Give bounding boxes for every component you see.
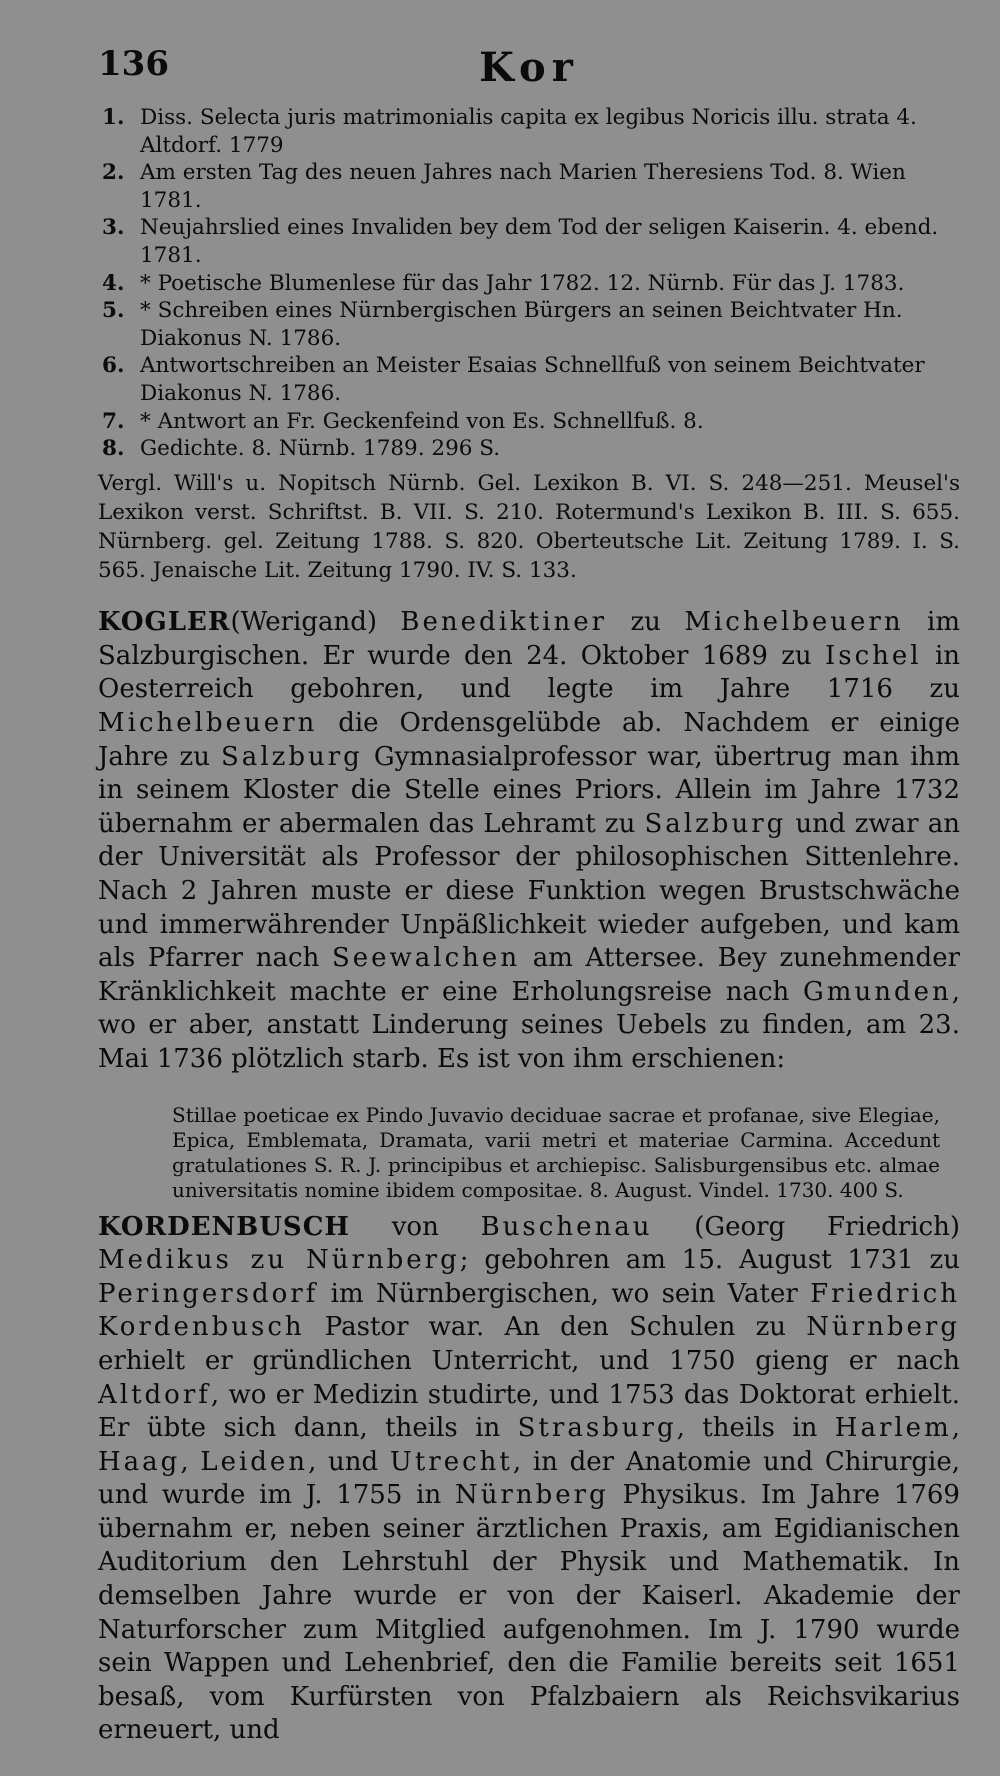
entry-spaced: Peringersdorf: [98, 1278, 319, 1309]
item-number: 8.: [102, 436, 125, 462]
entry-text: , theils in: [676, 1413, 835, 1444]
entry-text: (Werigand): [230, 607, 401, 638]
entry-spaced: Buschenau: [480, 1211, 653, 1242]
item-text: Neujahrslied eines Invaliden bey dem Tod der seligen Kaiserin. 4. ebend. 1781.: [140, 215, 939, 268]
entry-text: am Attersee. Bey zunehmender Kränklichkeit machte er eine Erholungsreise nach: [98, 943, 961, 1007]
entry-text: , wo er aber, anstatt Linderung seines Uebels zu finden, am 23. Mai 1736 plötzlich starb. Es ist von ihm erschienen:: [98, 976, 960, 1074]
entry-text: Gymnasialprofessor war, übertrug man ihm in seinem Kloster die Stelle eines Priors. Allein im Jahre 1732 übernahm er abermalen das Lehramt zu: [98, 741, 960, 839]
entry-spaced: Friedrich Kordenbusch: [98, 1278, 960, 1343]
list-item: [98, 104, 960, 159]
entry-spaced: Salzburg: [644, 808, 787, 839]
page-number: 136: [98, 44, 169, 84]
list-item: [98, 297, 960, 352]
entry-text: ,: [180, 1446, 201, 1477]
item-number: 1.: [102, 105, 125, 130]
item-text: Am ersten Tag des neuen Jahres nach Marien Theresiens Tod. 8. Wien 1781.: [140, 160, 906, 213]
entry-kogler: [98, 606, 960, 1076]
item-number: 2.: [102, 160, 125, 186]
entry-spaced: Medikus zu Nürnberg: [98, 1245, 460, 1276]
entry-spaced: Harlem: [834, 1413, 952, 1444]
references: Vergl. Will's u. Nopitsch Nürnb. Gel. Lexikon B. VI. S. 248—251. Meusel's Lexikon verst. Schriftst. B. VII. S. 210. Rotermund's Lexikon B. III. S. 655. Nürnberg. gel. Zeitung 1788. S. 820. Oberteutsche Lit. Zeitung 1789. I. S. 565. Jenaische Lit. Zeitung 1790. IV. S. 133.: [98, 470, 960, 583]
entry-spaced: Benediktiner: [400, 607, 608, 638]
item-number: 4.: [102, 270, 125, 296]
entry-headword: KORDENBUSCH: [98, 1211, 350, 1242]
bibliography-kogler: Stillae poeticae ex Pindo Juvavio deciduae sacrae et profanae, sive Elegiae, Epica, Emblemata, Dramata, varii metri et materiae Carmina. Accedunt gratulationes S. R. J. principibus et archiepisc. Salisburgensibus etc. almae universitatis nomine ibidem compositae. 8. August. Vindel. 1730. 400 S.: [172, 1102, 940, 1202]
entry-spaced: Seewalchen: [331, 943, 521, 974]
entry-spaced: Ischel: [825, 640, 922, 671]
entry-spaced: Haag: [98, 1446, 181, 1477]
running-head: Kor: [479, 44, 579, 91]
entry-spaced: Altdorf: [98, 1379, 211, 1410]
entry-text: ; gebohren am 15. August 1731 zu: [459, 1245, 960, 1276]
item-number: 5.: [102, 298, 125, 324]
item-text: Gedichte. 8. Nürnb. 1789. 296 S.: [140, 436, 501, 462]
item-text: Antwortschreiben an Meister Esaias Schnellfuß von seinem Beichtvater Diakonus N. 1786.: [140, 353, 925, 406]
list-item: [98, 352, 960, 407]
entry-text: (Georg Friedrich): [652, 1211, 960, 1242]
entry-text: im Nürnbergischen, wo sein Vater: [318, 1278, 811, 1309]
entry-spaced: Michelbeuern: [684, 607, 904, 638]
entry-spaced: Utrecht: [389, 1446, 513, 1477]
entry-text: Physikus. Im Jahre 1769 übernahm er, neben seiner ärztlichen Praxis, am Egidianischen Auditorium den Lehrstuhl der Physik und Mathematik. In demselben Jahre wurde er von der Kaiserl. Akademie der Naturforscher zum Mitglied aufgenohmen. Im J. 1790 wurde sein Wappen und Lehenbrief, den die Familie bereits seit 1651 besaß, vom Kurfürsten von Pfalzbaiern als Reichsvikarius erneuert, und: [98, 1480, 960, 1746]
item-number: 7.: [102, 408, 125, 434]
entry-text: , in der Anatomie und Chirurgie, und wurde im J. 1755 in: [98, 1446, 960, 1511]
list-item: [98, 435, 960, 463]
item-text: * Poetische Blumenlese für das Jahr 1782. 12. Nürnb. Für das J. 1783.: [140, 270, 905, 296]
entry-text: die Ordensgelübde ab. Nachdem er einige Jahre zu: [98, 708, 960, 772]
list-item: [98, 159, 960, 214]
entry-spaced: Gmunden: [803, 976, 952, 1007]
entry-text: von: [349, 1211, 481, 1242]
entry-headword: KOGLER: [98, 607, 231, 638]
item-text: Diss. Selecta juris matrimonialis capita ex legibus Noricis illu. strata 4. Altdorf. 1779: [140, 105, 917, 158]
item-number: 6.: [102, 353, 125, 379]
entry-text: Pastor war. An den Schulen zu: [304, 1312, 807, 1343]
page-header: [98, 44, 960, 104]
entry-text: erhielt er gründlichen Unterricht, und 1750 gieng er nach: [98, 1345, 960, 1376]
entry-spaced: Strasburg: [517, 1413, 677, 1444]
works-list: [98, 104, 960, 463]
entry-text: , und: [308, 1446, 390, 1477]
entry-text: zu: [607, 607, 685, 638]
item-number: 3.: [102, 215, 125, 241]
entry-spaced: Leiden: [200, 1446, 309, 1477]
list-item: [98, 408, 960, 436]
entry-kordenbusch: [98, 1211, 960, 1749]
item-text: * Schreiben eines Nürnbergischen Bürgers an seinen Beichtvater Hn. Diakonus N. 1786.: [140, 298, 903, 351]
entry-text: und zwar an der Universität als Professor der philosophischen Sittenlehre. Nach 2 Jahren muste er diese Funktion wegen Brustschwäche und immerwährender Unpäßlichkeit wieder aufgeben, und kam als Pfarrer nach: [98, 808, 960, 974]
entry-spaced: Nürnberg: [806, 1312, 960, 1343]
entry-text: in Oesterreich gebohren, und legte im Jahre 1716 zu: [98, 640, 961, 705]
list-item: [98, 270, 960, 298]
entry-text: ,: [951, 1413, 960, 1444]
entry-text: im Salzburgischen. Er wurde den 24. Oktober 1689 zu: [98, 607, 960, 671]
item-text: * Antwort an Fr. Geckenfeind von Es. Schnellfuß. 8.: [140, 408, 704, 434]
entry-text: , wo er Medizin studirte, und 1753 das Doktorat erhielt. Er übte sich dann, theils in: [98, 1379, 960, 1444]
entry-spaced: Salzburg: [221, 741, 363, 772]
entry-spaced: Michelbeuern: [98, 708, 318, 738]
entry-spaced: Nürnberg: [454, 1480, 609, 1511]
list-item: [98, 214, 960, 269]
